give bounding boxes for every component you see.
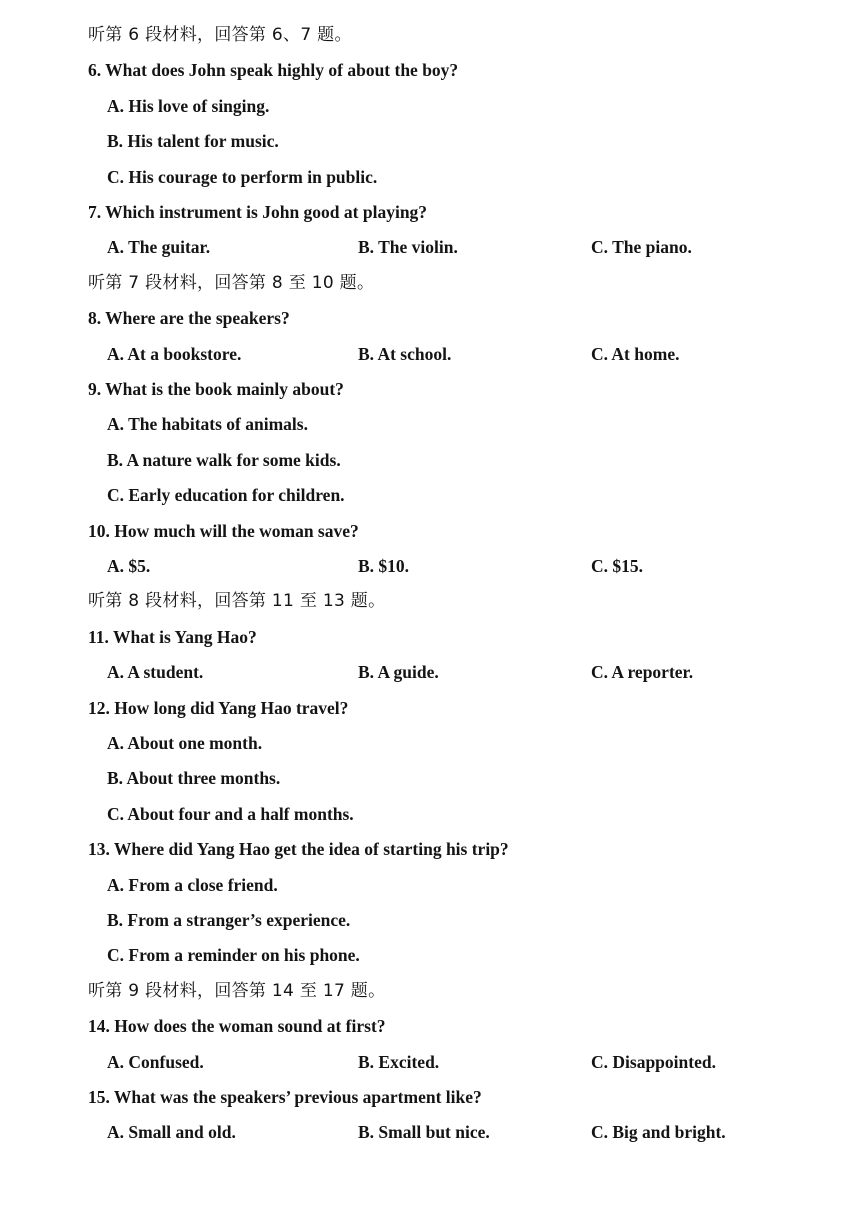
- answer-option: A. $5.: [107, 556, 151, 576]
- question: [0, 622, 867, 652]
- section-instruction: [0, 20, 867, 50]
- answer-option: B. $10.: [358, 556, 410, 576]
- option-row: [0, 799, 867, 829]
- answer-option: B. His talent for music.: [107, 131, 279, 152]
- question-text: 9. What is the book mainly about?: [88, 379, 344, 399]
- section-instruction-text: 听第 7 段材料，回答第 8 至 10 题。: [88, 272, 375, 293]
- answer-option: C. A reporter.: [591, 662, 694, 683]
- option-row: [0, 445, 867, 475]
- answer-option: A. A student.: [107, 662, 204, 683]
- answer-option: A. The guitar.: [107, 237, 211, 258]
- option-row: [0, 940, 867, 970]
- question: [0, 693, 867, 723]
- section-instruction-text: 听第 8 段材料，回答第 11 至 13 题。: [88, 591, 386, 612]
- question-text: 12. How long did Yang Hao travel?: [88, 697, 349, 718]
- option-row: [0, 1117, 867, 1147]
- section-instruction: [0, 586, 867, 616]
- answer-option: A. About one month.: [107, 733, 263, 753]
- answer-option: B. At school.: [358, 343, 452, 364]
- answer-option: A. From a close friend.: [107, 874, 278, 895]
- section-instruction-text: 听第 6 段材料，回答第 6、7 题。: [88, 25, 352, 45]
- answer-option: B. From a stranger’s experience.: [107, 910, 351, 930]
- answer-option: B. The violin.: [358, 237, 458, 258]
- option-row: [0, 870, 867, 900]
- question: [0, 834, 867, 864]
- question-text: 8. Where are the speakers?: [88, 308, 290, 329]
- question: [0, 374, 867, 404]
- option-row: [0, 162, 867, 192]
- option-row: [0, 232, 867, 262]
- question: [0, 197, 867, 227]
- option-row: [0, 126, 867, 156]
- option-row: [0, 480, 867, 510]
- option-row: [0, 551, 867, 581]
- question-text: 13. Where did Yang Hao get the idea of starting his trip?: [88, 839, 509, 860]
- answer-option: A. Small and old.: [107, 1122, 236, 1143]
- answer-option: C. Disappointed.: [591, 1051, 716, 1072]
- answer-option: C. Big and bright.: [591, 1122, 726, 1143]
- option-row: [0, 905, 867, 935]
- question-text: 10. How much will the woman save?: [88, 520, 359, 541]
- answer-option: B. A guide.: [358, 662, 439, 683]
- option-row: [0, 339, 867, 369]
- section-instruction-text: 听第 9 段材料，回答第 14 至 17 题。: [88, 980, 386, 1001]
- answer-option: A. The habitats of animals.: [107, 414, 308, 435]
- question: [0, 55, 867, 85]
- answer-option: C. Early education for children.: [107, 485, 345, 506]
- answer-option: B. A nature walk for some kids.: [107, 449, 341, 470]
- question-text: 7. Which instrument is John good at playing?: [88, 202, 428, 222]
- section-instruction: [0, 976, 867, 1006]
- answer-option: C. $15.: [591, 556, 644, 576]
- answer-option: B. Small but nice.: [358, 1122, 490, 1143]
- section-instruction: [0, 268, 867, 298]
- answer-option: B. Excited.: [358, 1051, 440, 1072]
- question: [0, 516, 867, 546]
- answer-option: A. At a bookstore.: [107, 343, 242, 364]
- question-text: 6. What does John speak highly of about the boy?: [88, 60, 459, 81]
- question: [0, 1082, 867, 1112]
- answer-option: C. His courage to perform in public.: [107, 166, 378, 187]
- question-text: 14. How does the woman sound at first?: [88, 1016, 386, 1037]
- answer-option: C. At home.: [591, 343, 680, 364]
- question-text: 15. What was the speakers’ previous apartment like?: [88, 1087, 482, 1107]
- answer-option: B. About three months.: [107, 768, 281, 789]
- answer-option: C. From a reminder on his phone.: [107, 945, 360, 966]
- option-row: [0, 409, 867, 439]
- option-row: [0, 657, 867, 687]
- option-row: [0, 91, 867, 121]
- answer-option: C. About four and a half months.: [107, 803, 354, 824]
- option-row: [0, 728, 867, 758]
- question: [0, 303, 867, 333]
- answer-option: A. Confused.: [107, 1051, 204, 1072]
- question-text: 11. What is Yang Hao?: [88, 626, 257, 647]
- answer-option: A. His love of singing.: [107, 95, 270, 116]
- question: [0, 1011, 867, 1041]
- answer-option: C. The piano.: [591, 237, 692, 258]
- option-row: [0, 763, 867, 793]
- option-row: [0, 1047, 867, 1077]
